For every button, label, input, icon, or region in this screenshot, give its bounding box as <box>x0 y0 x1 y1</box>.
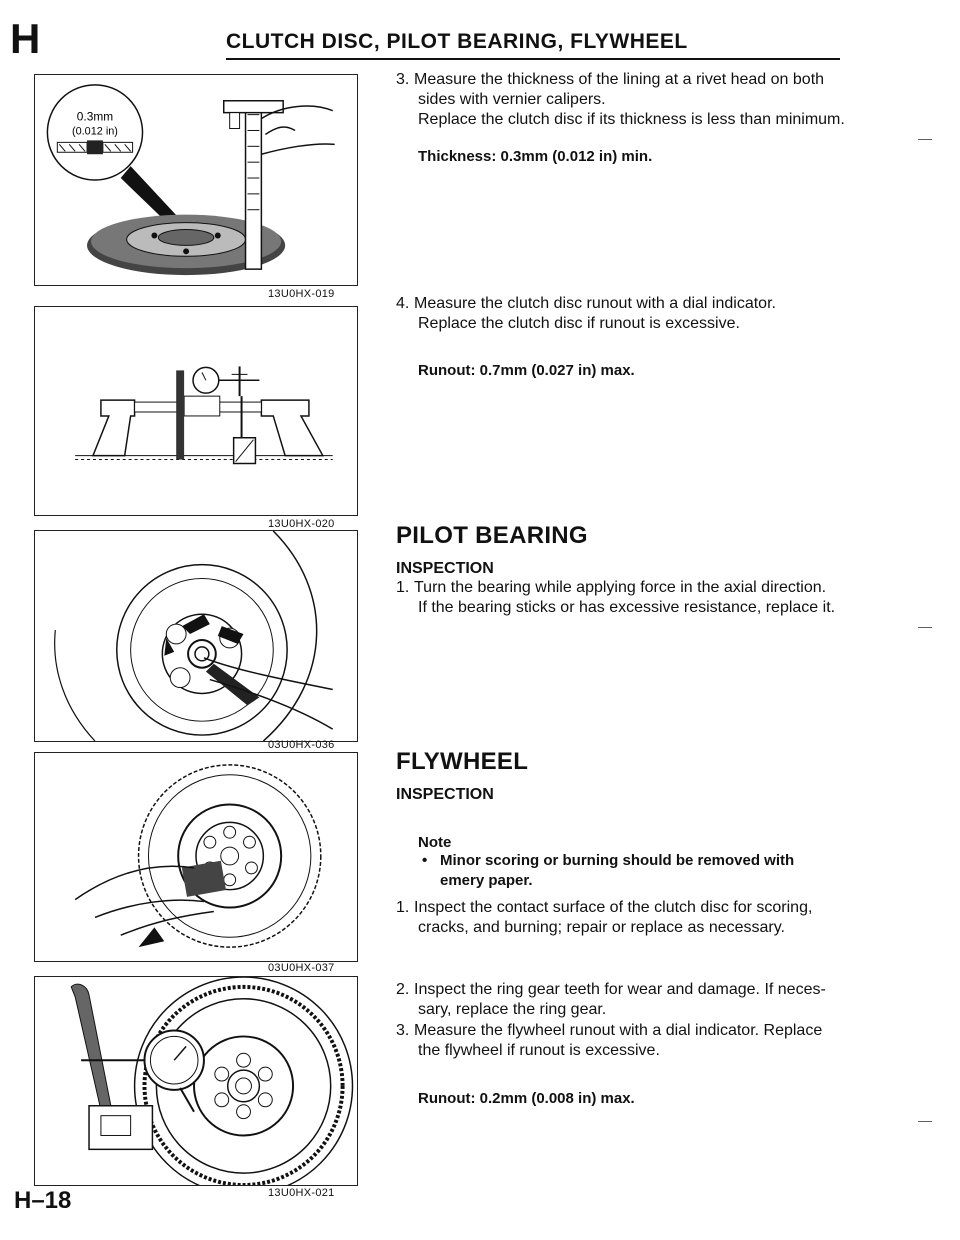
pilot-bearing-heading: PILOT BEARING <box>396 522 588 549</box>
margin-tick: — <box>918 1112 932 1128</box>
step-text: Inspect the ring gear teeth for wear and damage. If neces- <box>414 981 826 998</box>
flywheel-cleaning-illustration <box>35 753 357 961</box>
section-letter: H <box>10 15 41 62</box>
figure-code-020: 13U0HX-020 <box>268 518 335 530</box>
figure-code-036: 03U0HX-036 <box>268 739 335 751</box>
thickness-spec: Thickness: 0.3mm (0.012 in) min. <box>418 148 653 165</box>
flywheel-subheading: INSPECTION <box>396 786 494 803</box>
note-title: Note <box>418 834 452 851</box>
step-text: sary, replace the ring gear. <box>418 1001 607 1018</box>
step-text: Inspect the contact surface of the clutch disc for scoring, <box>414 899 813 916</box>
bullet-icon: • <box>422 852 428 869</box>
figure-flywheel-runout <box>34 976 358 1186</box>
step-text: Replace the clutch disc if its thickness is less than minimum. <box>418 111 845 128</box>
flywheel-step-3 <box>396 1021 866 1061</box>
pilot-bearing-step-1 <box>396 578 866 618</box>
page-title: CLUTCH DISC, PILOT BEARING, FLYWHEEL <box>226 30 688 53</box>
step-number: 1. <box>396 579 410 596</box>
step-text: Replace the clutch disc if runout is excessive. <box>418 315 740 332</box>
callout-in-label: (0.012 in) <box>71 125 118 138</box>
step-text: the flywheel if runout is excessive. <box>418 1042 660 1059</box>
note-text: emery paper. <box>440 872 533 889</box>
step-text: Measure the flywheel runout with a dial indicator. Replace <box>414 1022 823 1039</box>
step-number: 3. <box>396 71 410 88</box>
flywheel-heading: FLYWHEEL <box>396 748 529 775</box>
step-text: Turn the bearing while applying force in the axial direction. <box>414 579 827 596</box>
note-block <box>418 834 868 891</box>
margin-tick: — <box>918 130 932 146</box>
step-text: sides with vernier calipers. <box>418 91 606 108</box>
flywheel-step-1 <box>396 898 866 938</box>
clutch-step-3 <box>396 70 866 130</box>
step-number: 4. <box>396 295 410 312</box>
figure-code-019: 13U0HX-019 <box>268 288 335 300</box>
note-item <box>418 851 868 891</box>
pilot-bearing-illustration <box>35 531 357 741</box>
step-text: If the bearing sticks or has excessive resistance, replace it. <box>418 599 836 616</box>
figure-code-037: 03U0HX-037 <box>268 962 335 974</box>
caliper-illustration <box>35 75 357 285</box>
step-number: 3. <box>396 1022 410 1039</box>
clutch-runout-spec: Runout: 0.7mm (0.027 in) max. <box>418 362 635 379</box>
step-number: 2. <box>396 981 410 998</box>
step-number: 1. <box>396 899 410 916</box>
figure-dial-indicator-clutch-runout <box>34 306 358 516</box>
figure-flywheel-emery <box>34 752 358 962</box>
flywheel-runout-spec: Runout: 0.2mm (0.008 in) max. <box>418 1090 635 1107</box>
clutch-step-4 <box>396 294 866 334</box>
runout-fixture-illustration <box>35 307 357 515</box>
pilot-bearing-subheading: INSPECTION <box>396 560 494 577</box>
step-text: cracks, and burning; repair or replace as necessary. <box>418 919 785 936</box>
page-number: H–18 <box>14 1187 72 1214</box>
step-text: Measure the thickness of the lining at a rivet head on both <box>414 71 825 88</box>
callout-mm-label: 0.3mm <box>76 109 114 124</box>
figure-caliper-clutch-disc <box>34 74 358 286</box>
figure-code-021: 13U0HX-021 <box>268 1187 335 1199</box>
header-rule <box>226 58 840 60</box>
figure-pilot-bearing-turning <box>34 530 358 742</box>
step-text: Measure the clutch disc runout with a dial indicator. <box>414 295 776 312</box>
note-text: Minor scoring or burning should be removed with <box>440 852 795 869</box>
flywheel-runout-illustration <box>35 977 357 1185</box>
flywheel-step-2 <box>396 980 866 1020</box>
margin-tick: — <box>918 618 932 634</box>
